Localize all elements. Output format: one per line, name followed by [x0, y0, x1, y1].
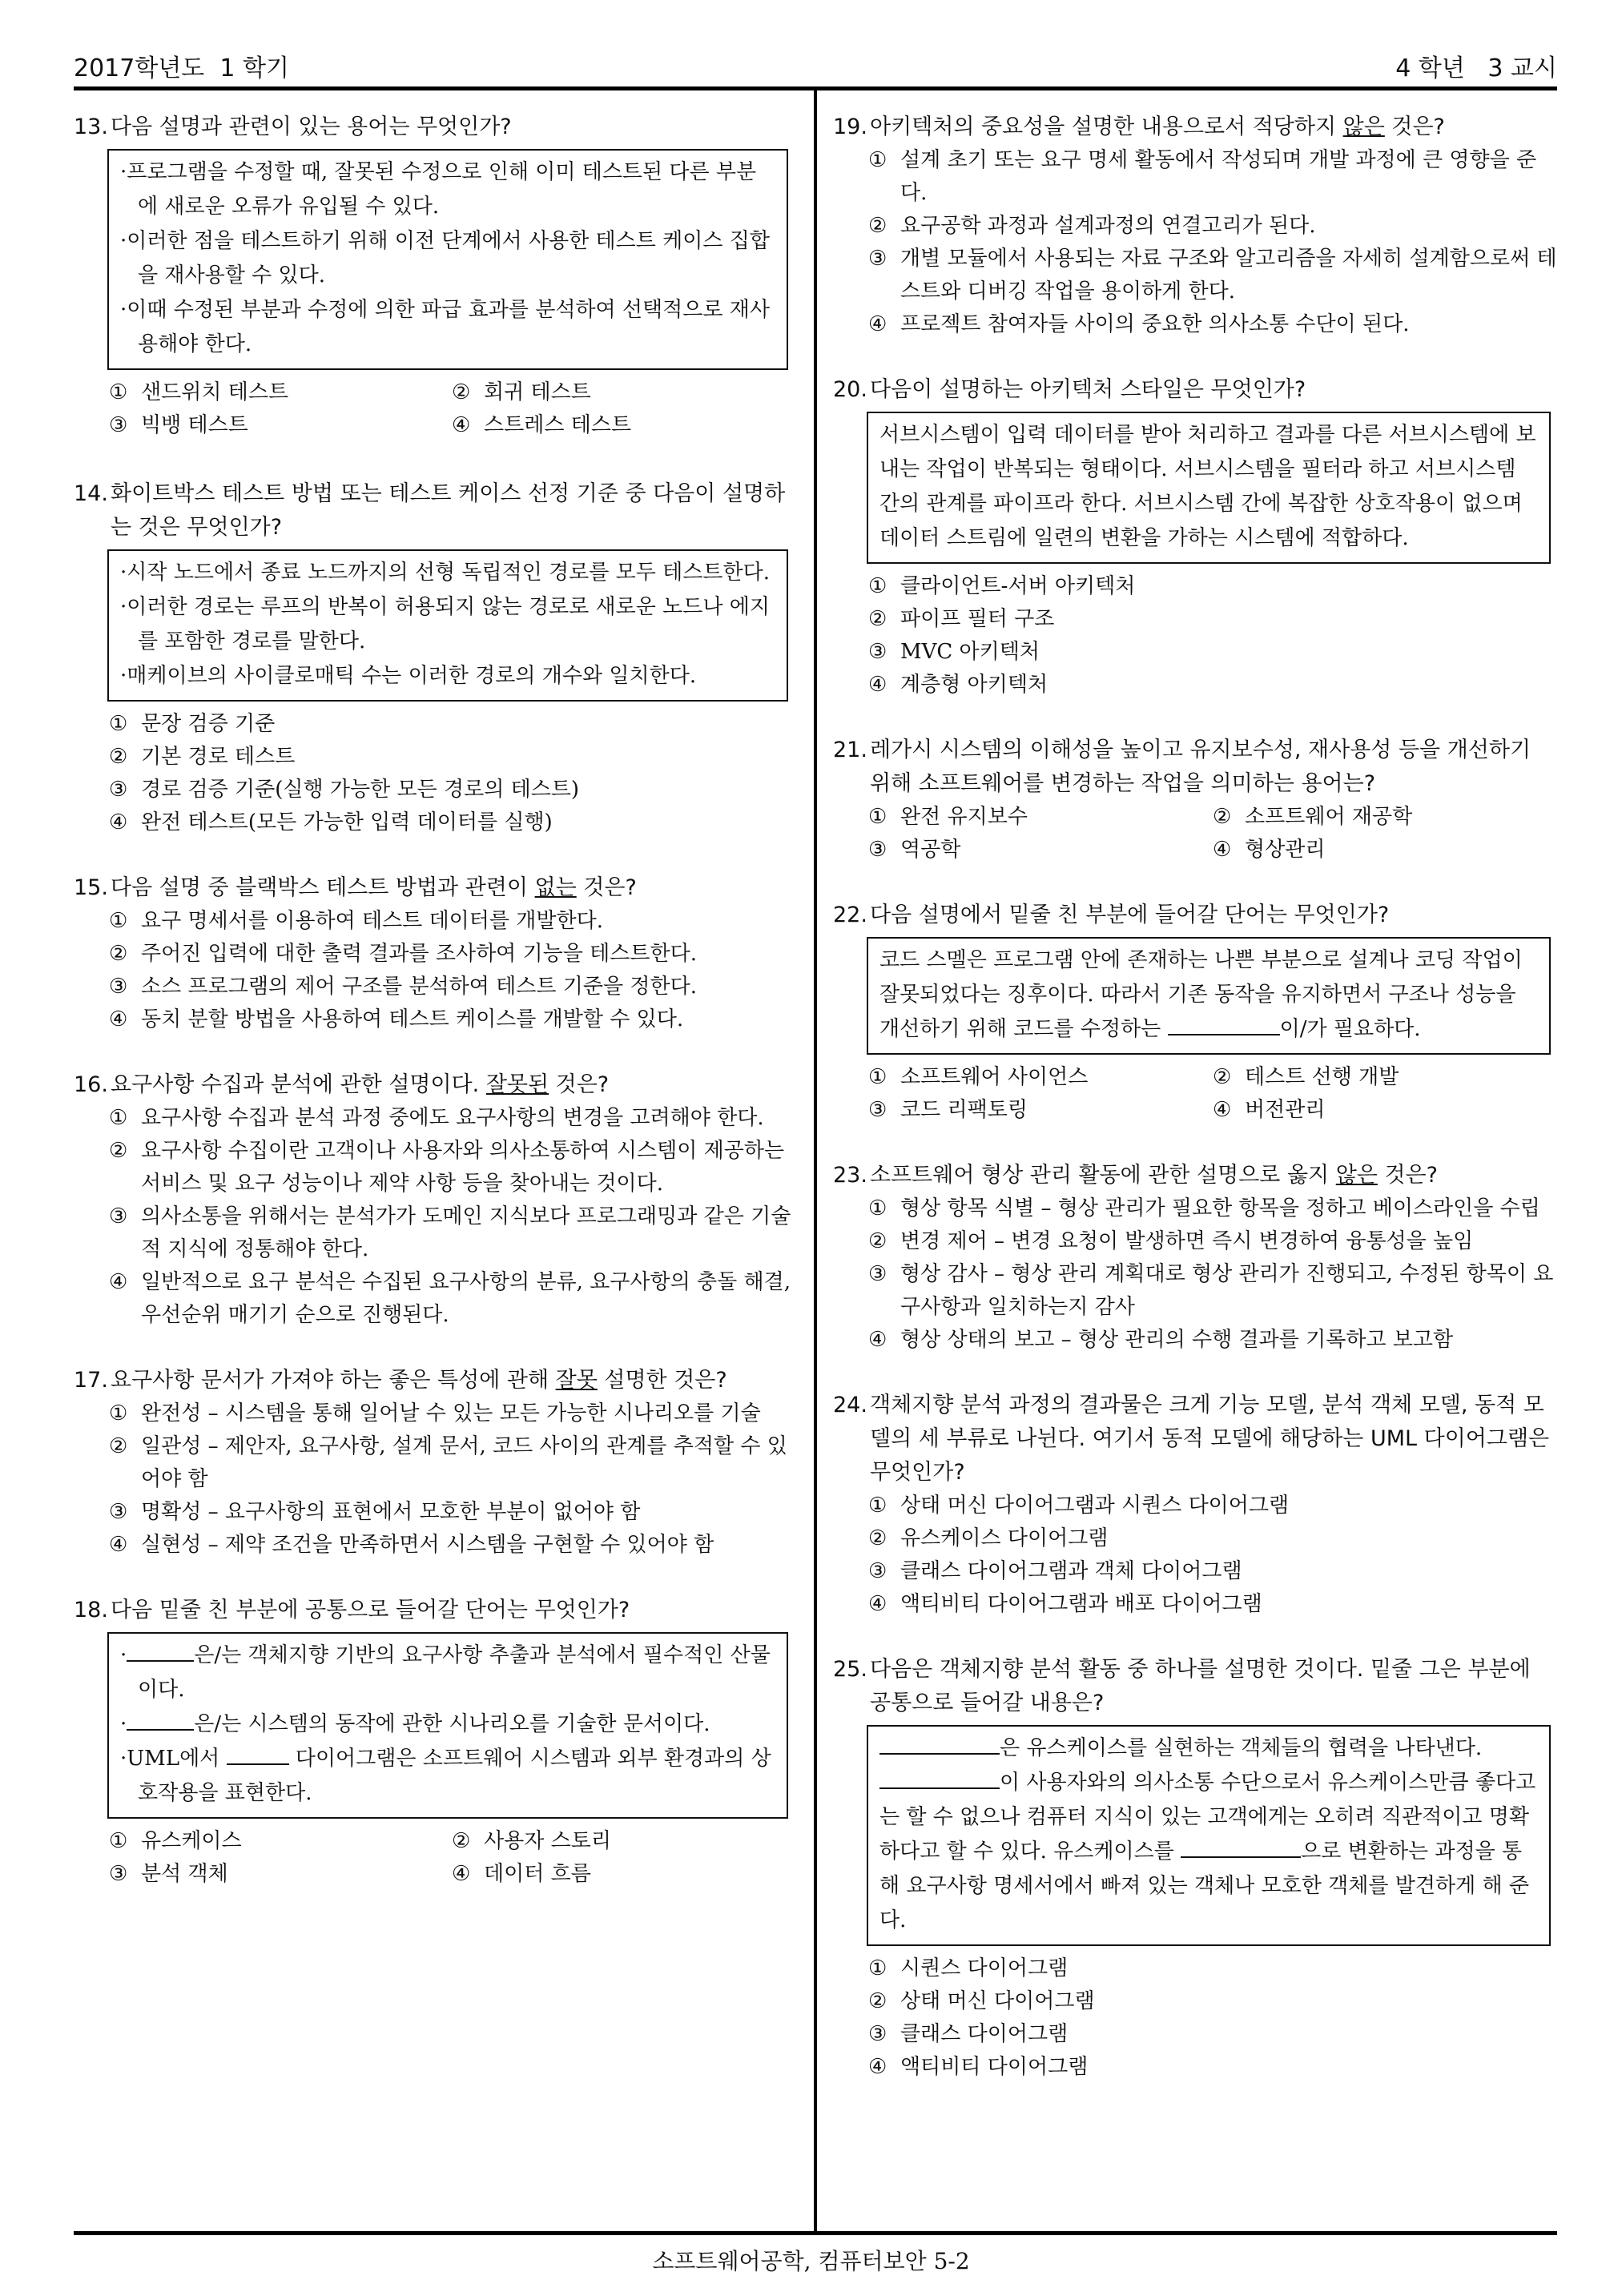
question-stem: 22. 다음 설명에서 밑줄 친 부분에 들어갈 단어는 무엇인가?: [833, 903, 1390, 927]
option-3[interactable]: ③ 소스 프로그램의 제어 구조를 분석하여 테스트 기준을 정한다.: [109, 975, 698, 999]
option-3[interactable]: ③ 경로 검증 기준(실행 가능한 모든 경로의 테스트): [109, 778, 580, 802]
question-24: [833, 1389, 1557, 1621]
question-stem: 24. 객체지향 분석 과정의 결과물은 크게 기능 모델, 분석 객체 모델, 동적 모델의 세 부류로 나뉜다. 여기서 동적 모델에 해당하는 UML 다이어그램은 무엇인가?: [833, 1393, 1550, 1485]
box-bullet: ·프로그램을 수정할 때, 잘못된 수정으로 인해 이미 테스트된 다른 부분에 새로운 오류가 유입될 수 있다.: [120, 160, 757, 219]
option-2[interactable]: ② 일관성 – 제안자, 요구사항, 설계 문서, 코드 사이의 관계를 추적할 수 있어야 함: [109, 1434, 787, 1491]
question-19: [833, 111, 1557, 341]
option-3[interactable]: ③ 역공학: [868, 838, 961, 862]
question-15: [74, 871, 795, 1036]
question-box: [107, 549, 788, 702]
options: [833, 801, 1557, 867]
option-1[interactable]: ① 샌드위치 테스트: [109, 380, 289, 404]
box-bullet: · 은/는 시스템의 동작에 관한 시나리오를 기술한 문서이다.: [120, 1707, 775, 1742]
question-stem: 18. 다음 밑줄 친 부분에 공통으로 들어갈 단어는 무엇인가?: [74, 1598, 630, 1622]
option-4[interactable]: ④ 액티비티 다이어그램: [868, 2055, 1089, 2079]
options: [833, 1490, 1557, 1621]
options: [833, 1952, 1557, 2084]
option-4[interactable]: ④ 계층형 아키텍처: [868, 673, 1048, 697]
option-3[interactable]: ③ 명확성 – 요구사항의 표현에서 모호한 부분이 없어야 함: [109, 1500, 641, 1524]
options: [833, 1061, 1557, 1127]
option-3[interactable]: ③ 빅뱅 테스트: [109, 413, 248, 437]
question-box: 코드 스멜은 프로그램 안에 존재하는 나쁜 부분으로 설계나 코딩 작업이 잘못되었다는 징후이다. 따라서 기존 동작을 유지하면서 구조나 성능을 개선하기 위해 코드를 수정하는 이/가 필요하다.: [867, 937, 1551, 1055]
option-2[interactable]: ② 테스트 선행 개발: [1213, 1065, 1399, 1089]
option-2[interactable]: ② 요구공학 과정과 설계과정의 연결고리가 된다.: [868, 214, 1316, 238]
page-footer: 소프트웨어공학, 컴퓨터보안 5-2: [652, 2248, 970, 2274]
option-2[interactable]: ② 변경 제어 – 변경 요청이 발생하면 즉시 변경하여 융통성을 높임: [868, 1229, 1474, 1253]
answer-blank: [1181, 1836, 1301, 1858]
option-4[interactable]: ④ 동치 분할 방법을 사용하여 테스트 케이스를 개발할 수 있다.: [109, 1007, 684, 1031]
option-2[interactable]: ② 사용자 스토리: [452, 1829, 611, 1853]
question-stem: 23. 소프트웨어 형상 관리 활동에 관한 설명으로 옳지 않은 것은?: [833, 1163, 1438, 1188]
question-21: [833, 734, 1557, 867]
option-1[interactable]: ① 상태 머신 다이어그램과 시퀀스 다이어그램: [868, 1494, 1290, 1518]
option-1[interactable]: ① 요구 명세서를 이용하여 테스트 데이터를 개발한다.: [109, 909, 604, 933]
emphasis-underline: 않은: [1335, 1163, 1378, 1188]
options: [833, 570, 1557, 702]
option-2[interactable]: ② 기본 경로 테스트: [109, 745, 296, 769]
option-4[interactable]: ④ 액티비티 다이어그램과 배포 다이어그램: [868, 1592, 1262, 1616]
option-1[interactable]: ① 문장 검증 기준: [109, 712, 276, 736]
question-17: [74, 1364, 795, 1562]
option-2[interactable]: ② 소프트웨어 재공학: [1213, 805, 1413, 829]
box-bullet: ·이때 수정된 부분과 수정에 의한 파급 효과를 분석하여 선택적으로 재사용해야 한다.: [120, 298, 771, 356]
option-1[interactable]: ① 요구사항 수집과 분석 과정 중에도 요구사항의 변경을 고려해야 한다.: [109, 1106, 764, 1130]
option-3[interactable]: ③ 의사소통을 위해서는 분석가가 도메인 지식보다 프로그래밍과 같은 기술적 지식에 정통해야 한다.: [109, 1204, 791, 1261]
question-25: [833, 1653, 1557, 2084]
emphasis-underline: 잘못: [555, 1368, 598, 1393]
answer-blank: [127, 1708, 194, 1731]
right-column: [833, 111, 1557, 2084]
emphasis-underline: 없는: [534, 875, 577, 900]
option-4[interactable]: ④ 스트레스 테스트: [452, 413, 632, 437]
question-box: [107, 149, 788, 370]
option-1[interactable]: ① 시퀀스 다이어그램: [868, 1956, 1069, 1980]
question-box: 은 유스케이스를 실현하는 객체들의 협력을 나타낸다. 이 사용자와의 의사소통 수단으로서 유스케이스만큼 좋다고는 할 수 없으나 컴퓨터 지식이 있는 고객에게는 오히려 직관적이고 명확하다고 할 수 있다. 유스케이스를 으로 변환하는 과정을 통해 요구사항 명세서에서 빠져 있는 객체나 모호한 객체를 발견하게 해 준다.: [867, 1725, 1551, 1946]
answer-blank: [1168, 1013, 1280, 1035]
options: [74, 1102, 795, 1332]
option-4[interactable]: ④ 실현성 – 제약 조건을 만족하면서 시스템을 구현할 수 있어야 함: [109, 1533, 714, 1557]
left-column: [74, 111, 795, 1891]
option-4[interactable]: ④ 완전 테스트(모든 가능한 입력 데이터를 실행): [109, 810, 553, 834]
question-18: [74, 1594, 795, 1891]
box-text: 서브시스템이 입력 데이터를 받아 처리하고 결과를 다른 서브시스템에 보내는 작업이 반복되는 형태이다. 서브시스템을 필터라 하고 서브시스템 간의 관계를 파이프라 한다. 서브시스템 간에 복잡한 상호작용이 없으며 데이터 스트림에 일련의 변환을 가하는 시스템에 적합하다.: [879, 423, 1536, 550]
option-1[interactable]: ① 유스케이스: [109, 1829, 242, 1853]
answer-blank: [879, 1732, 1000, 1755]
option-4[interactable]: ④ 버전관리: [1213, 1098, 1326, 1122]
option-2[interactable]: ② 주어진 입력에 대한 출력 결과를 조사하여 기능을 테스트한다.: [109, 942, 698, 966]
question-22: [833, 899, 1557, 1127]
options: [74, 1825, 795, 1891]
question-stem: 14. 화이트박스 테스트 방법 또는 테스트 케이스 선정 기준 중 다음이 설명하는 것은 무엇인가?: [74, 481, 786, 540]
option-3[interactable]: ③ 형상 감사 – 형상 관리 계획대로 형상 관리가 진행되고, 수정된 항목이 요구사항과 일치하는지 감사: [868, 1262, 1554, 1319]
question-13: [74, 111, 795, 442]
question-23: [833, 1159, 1557, 1357]
options: [74, 1397, 795, 1562]
box-bullet: ·이러한 점을 테스트하기 위해 이전 단계에서 사용한 테스트 케이스 집합을 재사용할 수 있다.: [120, 229, 771, 288]
box-bullet: ·시작 노드에서 종료 노드까지의 선형 독립적인 경로를 모두 테스트한다.: [120, 561, 771, 585]
semester-label: 2017학년도 1 학기: [74, 54, 289, 82]
option-4[interactable]: ④ 일반적으로 요구 분석은 수집된 요구사항의 분류, 요구사항의 충돌 해결, 우선순위 매기기 순으로 진행된다.: [109, 1270, 791, 1327]
option-4[interactable]: ④ 형상 상태의 보고 – 형상 관리의 수행 결과를 기록하고 보고함: [868, 1328, 1454, 1352]
options: [833, 1192, 1557, 1357]
option-3[interactable]: ③ 분석 객체: [109, 1862, 228, 1886]
option-3[interactable]: ③ MVC 아키텍처: [868, 640, 1040, 664]
answer-blank: [127, 1639, 194, 1662]
column-divider: [814, 88, 817, 2231]
option-3[interactable]: ③ 클래스 다이어그램과 객체 다이어그램: [868, 1559, 1242, 1583]
box-bullet: ·매케이브의 사이클로매틱 수는 이러한 경로의 개수와 일치한다.: [120, 664, 697, 688]
answer-blank: [879, 1767, 1000, 1789]
option-1[interactable]: ① 설계 초기 또는 요구 명세 활동에서 작성되며 개발 과정에 큰 영향을 준다.: [868, 148, 1537, 205]
option-1[interactable]: ① 소프트웨어 사이언스: [868, 1065, 1089, 1089]
option-4[interactable]: ④ 데이터 흐름: [452, 1862, 591, 1886]
options: [833, 144, 1557, 341]
question-stem: 19. 아키텍처의 중요성을 설명한 내용으로서 적당하지 않은 것은?: [833, 115, 1445, 139]
option-2[interactable]: ② 요구사항 수집이란 고객이나 사용자와 의사소통하여 시스템이 제공하는 서비스 및 요구 성능이나 제약 사항 등을 찾아내는 것이다.: [109, 1139, 785, 1196]
footer-rule: [74, 2231, 1557, 2235]
option-1[interactable]: ① 완전 유지보수: [868, 805, 1028, 829]
option-3[interactable]: ③ 코드 리팩토링: [868, 1098, 1028, 1122]
options: [74, 905, 795, 1036]
question-box: [867, 412, 1551, 564]
grade-period-label: 4 학년 3 교시: [1395, 54, 1557, 82]
option-1[interactable]: ① 완전성 – 시스템을 통해 일어날 수 있는 모든 가능한 시나리오를 기술: [109, 1401, 761, 1425]
question-stem: 13. 다음 설명과 관련이 있는 용어는 무엇인가?: [74, 115, 512, 139]
question-16: [74, 1068, 795, 1332]
option-1[interactable]: ① 형상 항목 식별 – 형상 관리가 필요한 항목을 정하고 베이스라인을 수립: [868, 1196, 1540, 1220]
question-stem: 25. 다음은 객체지향 분석 활동 중 하나를 설명한 것이다. 밑줄 그은 부분에 공통으로 들어갈 내용은?: [833, 1657, 1531, 1715]
emphasis-underline: 않은: [1342, 115, 1385, 139]
question-stem: 16. 요구사항 수집과 분석에 관한 설명이다. 잘못된 것은?: [74, 1072, 610, 1097]
options: [74, 376, 795, 442]
question-stem: 21. 레가시 시스템의 이해성을 높이고 유지보수성, 재사용성 등을 개선하기 위해 소프트웨어를 변경하는 작업을 의미하는 용어는?: [833, 738, 1531, 796]
question-20: [833, 373, 1557, 702]
option-2[interactable]: ② 회귀 테스트: [452, 380, 591, 404]
option-4[interactable]: ④ 형상관리: [1213, 838, 1326, 862]
option-3[interactable]: ③ 클래스 다이어그램: [868, 2022, 1069, 2046]
emphasis-underline: 잘못된: [485, 1072, 549, 1097]
option-2[interactable]: ② 유스케이스 다이어그램: [868, 1526, 1109, 1550]
question-14: [74, 477, 795, 839]
question-stem: 15. 다음 설명 중 블랙박스 테스트 방법과 관련이 없는 것은?: [74, 875, 637, 900]
options: [74, 708, 795, 839]
question-stem: 17. 요구사항 문서가 가져야 하는 좋은 특성에 관해 잘못 설명한 것은?: [74, 1368, 727, 1393]
answer-blank: [227, 1743, 289, 1765]
question-stem: 20. 다음이 설명하는 아키텍처 스타일은 무엇인가?: [833, 377, 1306, 402]
box-bullet: ·UML에서 다이어그램은 소프트웨어 시스템과 외부 환경과의 상호작용을 표현한다.: [120, 1742, 775, 1811]
option-1[interactable]: ① 클라이언트-서버 아키텍처: [868, 574, 1136, 598]
option-2[interactable]: ② 상태 머신 다이어그램: [868, 1989, 1095, 2013]
box-bullet: · 은/는 객체지향 기반의 요구사항 추출과 분석에서 필수적인 산물이다.: [120, 1639, 775, 1707]
question-box: [107, 1632, 788, 1819]
option-4[interactable]: ④ 프로젝트 참여자들 사이의 중요한 의사소통 수단이 된다.: [868, 312, 1410, 336]
box-bullet: ·이러한 경로는 루프의 반복이 허용되지 않는 경로로 새로운 노드나 에지를 포함한 경로를 말한다.: [120, 595, 771, 653]
option-3[interactable]: ③ 개별 모듈에서 사용되는 자료 구조와 알고리즘을 자세히 설계함으로써 테스트와 디버깅 작업을 용이하게 한다.: [868, 247, 1557, 304]
option-2[interactable]: ② 파이프 필터 구조: [868, 607, 1055, 631]
